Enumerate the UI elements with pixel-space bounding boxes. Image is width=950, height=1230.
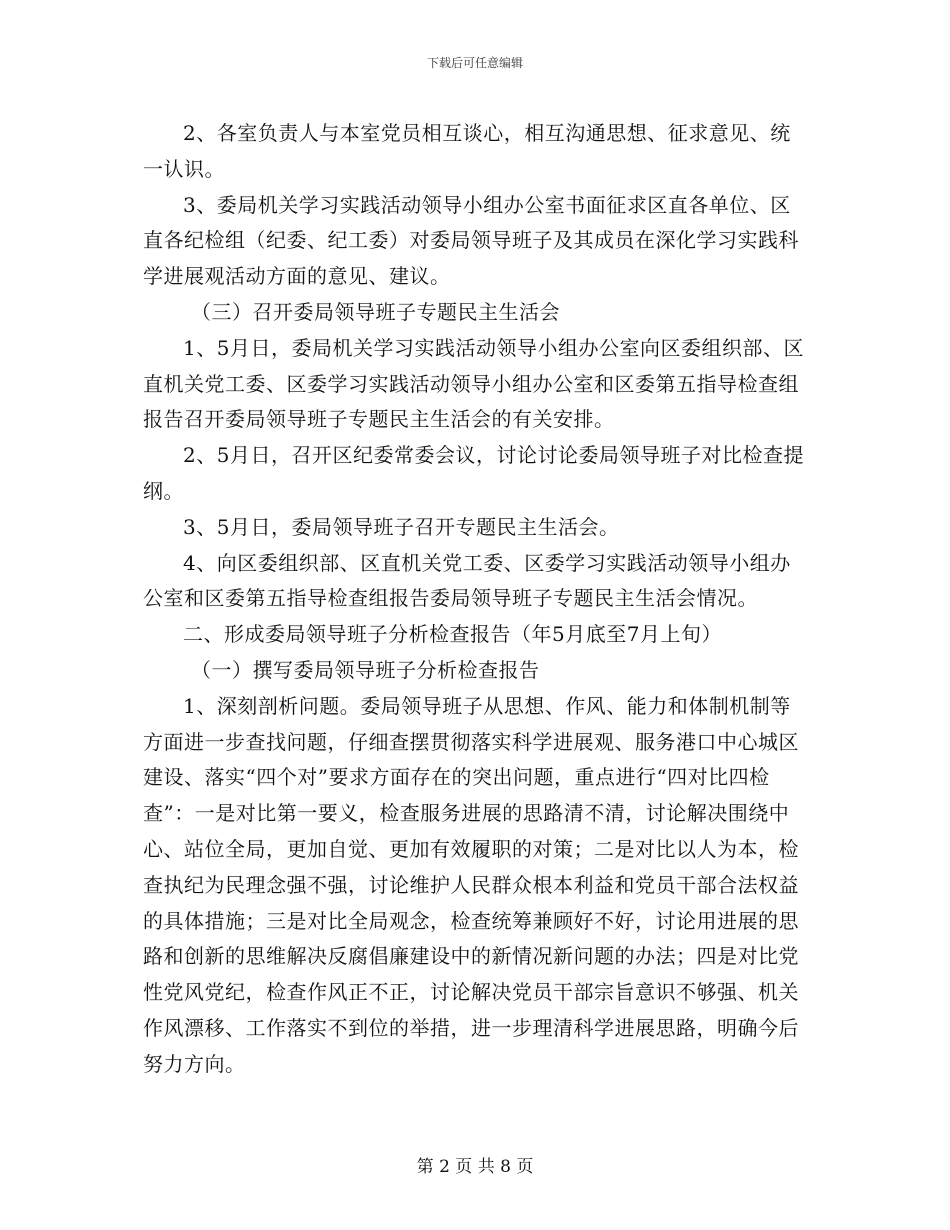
subsection-heading-write-report: （一）撰写委局领导班子分析检查报告 [191, 657, 540, 682]
paragraph-analyze-problems: 1、深刻剖析问题。委局领导班子从思想、作风、能力和体制机制等方面进一步查找问题，仔细查摆贯彻落实科学进展观、服务港口中心城区建设、落实“四个对”要求方面存在的突出问题，重点进行“四对比四检查”：一是对比第一要义，检查服务进展的思路清不清，讨论解决围绕中心、站位全局，更加自觉、更加有效履职的对策；二是对比以人为本，检查执纪为民理念强不强，讨论维护人民群众根本利益和党员干部合法权益的具体措施；三是对比全局观念，检查统筹兼顾好不好，讨论用进展的思路和创新的思维解决反腐倡廉建设中的新情况新问题的办法；四是对比党性党风党纪，检查作风正不正，讨论解决党员干部宗旨意识不够强、机关作风漂移、工作落实不到位的举措，进一步理清科学进展思路，明确今后努力方向。 [143, 693, 799, 1076]
document-body [143, 116, 811, 1083]
paragraph-solicit-opinions: 3、委局机关学习实践活动领导小组办公室书面征求区直各单位、区直各纪检组（纪委、纪工委）对委局领导班子及其成员在深化学习实践科学进展观活动方面的意见、建议。 [143, 192, 799, 289]
header-note: 下载后可任意编辑 [426, 56, 523, 70]
paragraph-report-situation: 4、向区委组织部、区直机关党工委、区委学习实践活动领导小组办公室和区委第五指导检查组报告委局领导班子专题民主生活会情况。 [143, 550, 791, 611]
paragraph-hold-meeting: 3、5月日，委局领导班子召开专题民主生活会。 [183, 514, 620, 539]
page-number: 第 2 页 共 8 页 [416, 1157, 534, 1177]
section-heading-meeting: （三）召开委局领导班子专题民主生活会 [191, 299, 560, 324]
paragraph-talk: 2、各室负责人与本室党员相互谈心，相互沟通思想、征求意见、统一认识。 [143, 121, 791, 181]
paragraph-committee-meeting: 2、5月日，召开区纪委常委会议，讨论讨论委局领导班子对比检查提纲。 [143, 443, 804, 503]
section-heading-analysis-report: 二、形成委局领导班子分析检查报告（年5月底至7月上旬） [183, 622, 722, 647]
paragraph-report-arrangement: 1、5月日，委局机关学习实践活动领导小组办公室向区委组织部、区直机关党工委、区委学习实践活动领导小组办公室和区委第五指导检查组报告召开委局领导班子专题民主生活会的有关安排。 [143, 335, 804, 432]
